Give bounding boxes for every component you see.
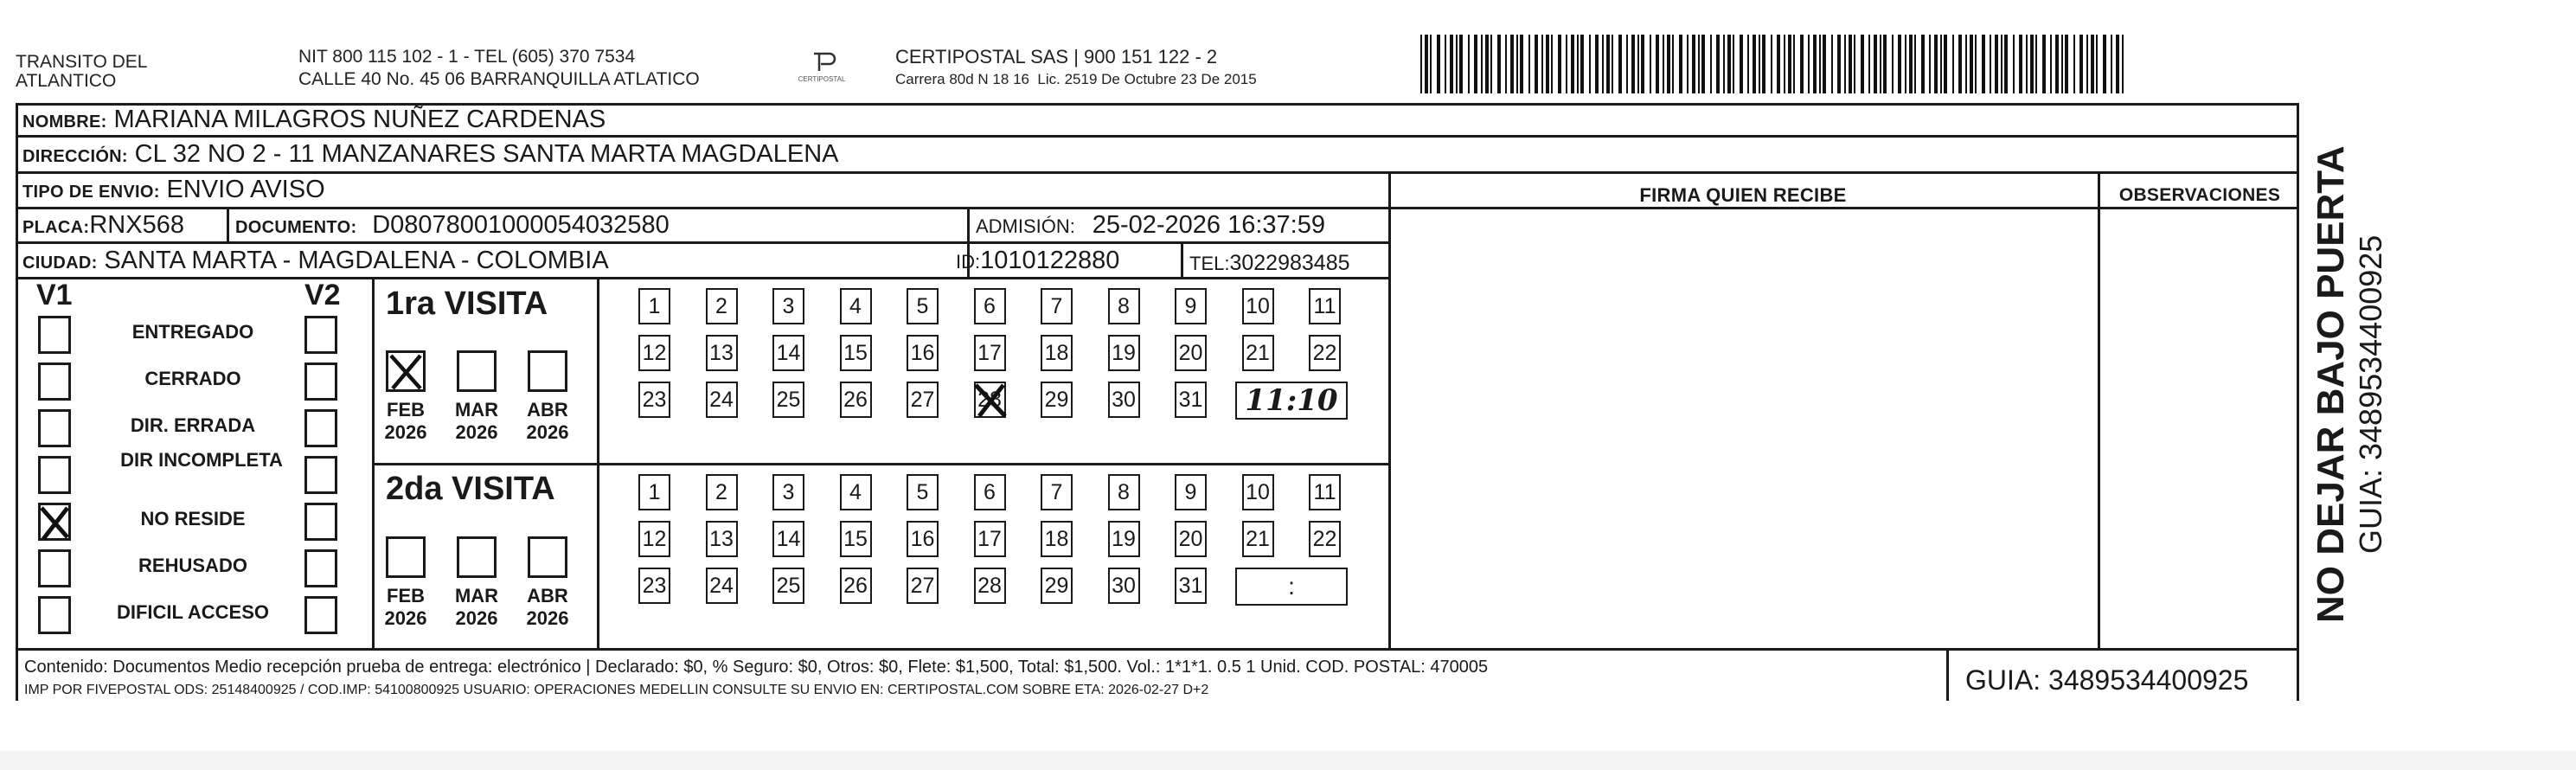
barcode-bar xyxy=(1740,35,1743,93)
barcode-bar xyxy=(1788,35,1791,93)
barcode-bar xyxy=(1934,35,1938,93)
barcode-bar xyxy=(2065,35,2068,93)
visit1-day-31[interactable]: 31 xyxy=(1175,382,1207,418)
placa-value: RNX568 xyxy=(89,211,184,239)
barcode-bar xyxy=(1940,35,1942,93)
barcode-bar xyxy=(1970,35,1973,93)
visit1-day-24[interactable]: 24 xyxy=(706,382,738,418)
visit1-day-25[interactable]: 25 xyxy=(772,382,804,418)
barcode-bar xyxy=(1468,35,1470,93)
v2-checkbox-rehusado[interactable] xyxy=(304,549,337,587)
barcode-bar xyxy=(1450,35,1453,93)
barcode-bar xyxy=(1837,35,1841,93)
visit2-day-21[interactable]: 21 xyxy=(1242,521,1274,557)
barcode-bar xyxy=(1819,35,1821,93)
visit1-day-9[interactable]: 9 xyxy=(1175,288,1207,324)
barcode-bar xyxy=(1723,35,1725,93)
visit2-title: 2da VISITA xyxy=(386,471,555,507)
visit1-day-30[interactable]: 30 xyxy=(1108,382,1140,418)
barcode-bar xyxy=(1510,35,1514,93)
visit2-day-3[interactable]: 3 xyxy=(772,474,804,510)
barcode-bar xyxy=(1762,35,1765,93)
barcode-bar xyxy=(2055,35,2059,93)
barcode-bar xyxy=(1701,35,1705,93)
visit2-day-31[interactable]: 31 xyxy=(1175,568,1207,604)
visit1-month-mar-checkbox[interactable] xyxy=(457,350,497,392)
visit1-day-13[interactable]: 13 xyxy=(706,335,738,371)
visit2-month-name: FEB xyxy=(387,585,425,606)
barcode-bar xyxy=(1481,35,1483,93)
v2-checkbox-cerrado[interactable] xyxy=(304,363,337,401)
barcode-bar xyxy=(1558,35,1561,93)
visit1-day-5[interactable]: 5 xyxy=(907,288,939,324)
status-option-dir-incompleta: DIR INCOMPLETA xyxy=(120,449,283,471)
visit2-day-4[interactable]: 4 xyxy=(840,474,872,510)
barcode-bar xyxy=(1667,35,1670,93)
barcode-bar xyxy=(1929,35,1931,93)
barcode-bar xyxy=(1823,35,1826,93)
v1-checkbox-dificil-acceso[interactable] xyxy=(38,596,71,634)
barcode-bar xyxy=(1958,35,1962,93)
visit2-month-year: 2026 xyxy=(384,607,427,629)
barcode-bar xyxy=(2042,35,2046,93)
courier-name: CERTIPOSTAL SAS | 900 151 122 - 2 xyxy=(895,46,1218,67)
visit2-day-10[interactable]: 10 xyxy=(1242,474,1274,510)
barcode-bar xyxy=(1595,35,1599,93)
tel-value: 3022983485 xyxy=(1229,251,1350,275)
nombre-label: NOMBRE: xyxy=(22,112,107,132)
visit1-day-20[interactable]: 20 xyxy=(1175,335,1207,371)
barcode-bar xyxy=(1485,35,1489,93)
barcode-bar xyxy=(1759,35,1760,93)
visit1-day-11[interactable]: 11 xyxy=(1309,288,1341,324)
visit2-day-29[interactable]: 29 xyxy=(1041,568,1073,604)
barcode-bar xyxy=(1520,35,1523,93)
footer-imp: IMP POR FIVEPOSTAL ODS: 25148400925 / COD.IMP: 54100800925 USUARIO: OPERACIONES MEDELLIN CONSULTE SU ENVIO EN: CERTIPOSTAL.COM SOBRE ETA: 2026-02-27 D+2 xyxy=(24,683,1209,697)
barcode-bar xyxy=(1892,35,1894,93)
visit2-day-22[interactable]: 22 xyxy=(1309,521,1341,557)
visit1-title: 1ra VISITA xyxy=(386,286,548,322)
visit2-day-25[interactable]: 25 xyxy=(772,568,804,604)
issuer-address: CALLE 40 No. 45 06 BARRANQUILLA ATLATICO xyxy=(298,69,700,89)
v1-checkbox-no-reside[interactable] xyxy=(38,503,71,541)
barcode-bar xyxy=(1656,35,1659,93)
visit1-day-10[interactable]: 10 xyxy=(1242,288,1274,324)
visit1-day-29[interactable]: 29 xyxy=(1041,382,1073,418)
v1-label: V1 xyxy=(36,279,73,311)
visit2-day-18[interactable]: 18 xyxy=(1041,521,1073,557)
visit1-day-26[interactable]: 26 xyxy=(840,382,872,418)
barcode-bar xyxy=(1861,35,1864,93)
visit1-day-4[interactable]: 4 xyxy=(840,288,872,324)
placa-row xyxy=(22,211,184,241)
barcode-bar xyxy=(1445,35,1446,93)
visit1-day-23[interactable]: 23 xyxy=(638,382,670,418)
visit2-day-17[interactable]: 17 xyxy=(974,521,1006,557)
id-row xyxy=(956,247,1119,276)
barcode-bar xyxy=(1880,35,1881,93)
visit2-day-2[interactable]: 2 xyxy=(706,474,738,510)
visit1-hour-field[interactable]: 11:10 xyxy=(1235,382,1348,420)
visit2-month-year: 2026 xyxy=(526,607,569,629)
status-option-dir-errada: DIR. ERRADA xyxy=(130,414,256,436)
barcode-bar xyxy=(2111,35,2112,93)
certipostal-logo xyxy=(783,45,861,85)
visit2-day-7[interactable]: 7 xyxy=(1041,474,1073,510)
visit2-day-5[interactable]: 5 xyxy=(907,474,939,510)
visit2-day-9[interactable]: 9 xyxy=(1175,474,1207,510)
barcode-bar xyxy=(2050,35,2052,93)
page-edge xyxy=(0,751,2576,770)
firma-label: FIRMA QUIEN RECIBE xyxy=(1639,184,1847,206)
courier-license: Carrera 80d N 18 16 Lic. 2519 De Octubre 23 De 2015 xyxy=(895,71,1257,87)
barcode-bar xyxy=(2030,35,2034,93)
barcode-bar xyxy=(1687,35,1688,93)
barcode-bar xyxy=(1425,35,1428,93)
barcode-bar xyxy=(1497,35,1501,93)
v1-checkbox-dir-incompleta[interactable] xyxy=(38,456,71,494)
tipo-envio-label: TIPO DE ENVIO: xyxy=(22,183,160,202)
no-dejar-bajo-puerta: NO DEJAR BAJO PUERTA xyxy=(2310,145,2352,623)
visit2-day-27[interactable]: 27 xyxy=(907,568,939,604)
barcode-bar xyxy=(1944,35,1947,93)
barcode-bar xyxy=(1784,35,1785,93)
barcode-bar xyxy=(1753,35,1756,93)
visit2-day-12[interactable]: 12 xyxy=(638,521,670,557)
documento-label: DOCUMENTO: xyxy=(235,218,357,237)
barcode-bar xyxy=(1813,35,1817,93)
tipo-envio-row xyxy=(22,176,325,206)
visit2-day-1[interactable]: 1 xyxy=(638,474,670,510)
visit1-day-3[interactable]: 3 xyxy=(772,288,804,324)
barcode-bar xyxy=(2091,35,2094,93)
visit1-month-year: 2026 xyxy=(526,421,569,443)
visit1-month-feb-checkbox[interactable] xyxy=(386,350,426,392)
admision-value: 25-02-2026 16:37:59 xyxy=(1092,211,1325,239)
admision-label: ADMISIÓN: xyxy=(976,215,1075,237)
visit2-day-8[interactable]: 8 xyxy=(1108,474,1140,510)
visit1-month-name: MAR xyxy=(454,399,499,420)
barcode-bar xyxy=(1874,35,1877,93)
barcode-bar xyxy=(1580,35,1584,93)
v1-checkbox-entregado[interactable] xyxy=(38,316,71,354)
visit1-day-27[interactable]: 27 xyxy=(907,382,939,418)
barcode-bar xyxy=(1641,35,1644,93)
visit1-day-28[interactable]: 28 xyxy=(974,382,1006,418)
visit2-month-name: MAR xyxy=(454,585,499,606)
barcode-bar xyxy=(2073,35,2075,93)
v2-checkbox-dificil-acceso[interactable] xyxy=(304,596,337,634)
barcode-bar xyxy=(1995,35,1998,93)
ciudad-value: SANTA MARTA - MAGDALENA - COLOMBIA xyxy=(104,247,609,274)
direccion-label: DIRECCIÓN: xyxy=(22,147,128,166)
status-option-dificil-acceso: DIFICIL ACCESO xyxy=(116,601,269,623)
v2-checkbox-dir-incompleta[interactable] xyxy=(304,456,337,494)
barcode-bar xyxy=(2122,35,2124,93)
barcode-bar xyxy=(1505,35,1507,93)
visit2-day-26[interactable]: 26 xyxy=(840,568,872,604)
barcode-bar xyxy=(2116,35,2119,93)
barcode-bar xyxy=(1577,35,1579,93)
barcode-bar xyxy=(1606,35,1610,93)
documento-row xyxy=(235,211,670,241)
barcode-bar xyxy=(1474,35,1477,93)
barcode-bar xyxy=(1528,35,1530,93)
barcode-bar xyxy=(1710,35,1712,93)
barcode-bar xyxy=(2019,35,2022,93)
visit1-month-name: ABR xyxy=(527,399,568,420)
barcode-bar xyxy=(1546,35,1549,93)
status-option-no-reside: NO RESIDE xyxy=(140,508,246,529)
visit1-month-year: 2026 xyxy=(384,421,427,443)
barcode-bar xyxy=(1854,35,1855,93)
barcode-bar xyxy=(2096,35,2098,93)
side-guia: GUIA: 3489534400925 xyxy=(2353,234,2388,554)
barcode-bar xyxy=(2061,35,2063,93)
status-option-entregado: ENTREGADO xyxy=(131,321,254,343)
barcode-bar xyxy=(1975,35,1977,93)
barcode-bar xyxy=(1990,35,1991,93)
barcode-bar xyxy=(1921,35,1925,93)
visit1-day-14[interactable]: 14 xyxy=(772,335,804,371)
visit2-month-abr-checkbox[interactable] xyxy=(528,536,567,578)
direccion-row xyxy=(22,140,839,170)
barcode-bar xyxy=(1551,35,1553,93)
documento-value: D08078001000054032580 xyxy=(372,211,670,239)
footer-guia: GUIA: 3489534400925 xyxy=(1965,664,2249,696)
barcode-bar xyxy=(1459,35,1463,93)
visit2-day-23[interactable]: 23 xyxy=(638,568,670,604)
barcode-bar xyxy=(1793,35,1795,93)
barcode-bar xyxy=(2035,35,2037,93)
visit1-day-17[interactable]: 17 xyxy=(974,335,1006,371)
footer-contenido: Contenido: Documentos Medio recepción prueba de entrega: electrónico | Declarado: $0, % Seguro: $0, Otros: $0, Flete: $1,500, Total: $1,500. Vol.: 1*1*1. 0.5 1 Unid. COD. POSTAL: 470005 xyxy=(24,658,1489,677)
barcode-bar xyxy=(1626,35,1628,93)
visit1-day-16[interactable]: 16 xyxy=(907,335,939,371)
v2-checkbox-entregado[interactable] xyxy=(304,316,337,354)
visit2-day-19[interactable]: 19 xyxy=(1108,521,1140,557)
barcode-bar xyxy=(1566,35,1567,93)
barcode-bar xyxy=(1456,35,1458,93)
barcode-bar xyxy=(1571,35,1574,93)
barcode-bar xyxy=(1618,35,1622,93)
barcode-bar xyxy=(1914,35,1916,93)
barcode-bar xyxy=(1637,35,1639,93)
svg-text:CERTIPOSTAL: CERTIPOSTAL xyxy=(798,75,846,83)
barcode-bar xyxy=(1602,35,1604,93)
barcode-bar xyxy=(1698,35,1700,93)
visit1-day-7[interactable]: 7 xyxy=(1041,288,1073,324)
visit1-day-8[interactable]: 8 xyxy=(1108,288,1140,324)
visit2-day-11[interactable]: 11 xyxy=(1309,474,1341,510)
barcode-bar xyxy=(1535,35,1538,93)
barcode-bar xyxy=(1844,35,1846,93)
barcode-bar xyxy=(1771,35,1772,93)
visit2-month-feb-checkbox[interactable] xyxy=(386,536,426,578)
barcode-bar xyxy=(1679,35,1682,93)
barcode-bar xyxy=(2086,35,2088,93)
barcode-bar xyxy=(1672,35,1674,93)
visit1-month-year: 2026 xyxy=(455,421,498,443)
issuer-nit: NIT 800 115 102 - 1 - TEL (605) 370 7534 xyxy=(298,47,636,67)
barcode-bar xyxy=(1777,35,1780,93)
barcode-bar xyxy=(1982,35,1985,93)
visit1-day-18[interactable]: 18 xyxy=(1041,335,1073,371)
visit2-day-13[interactable]: 13 xyxy=(706,521,738,557)
visit2-day-16[interactable]: 16 xyxy=(907,521,939,557)
visit1-day-1[interactable]: 1 xyxy=(638,288,670,324)
visit2-day-15[interactable]: 15 xyxy=(840,521,872,557)
visit2-day-20[interactable]: 20 xyxy=(1175,521,1207,557)
visit1-day-6[interactable]: 6 xyxy=(974,288,1006,324)
barcode-bar xyxy=(1952,35,1954,93)
visit2-hour-field[interactable]: : xyxy=(1235,568,1348,606)
barcode-bar xyxy=(1831,35,1833,93)
tel-row xyxy=(1189,248,1350,278)
barcode-bar xyxy=(1808,35,1810,93)
direccion-value: CL 32 NO 2 - 11 MANZANARES SANTA MARTA MAGDALENA xyxy=(134,140,839,168)
nombre-value: MARIANA MILAGROS NUÑEZ CARDENAS xyxy=(113,106,606,133)
v1-checkbox-rehusado[interactable] xyxy=(38,549,71,587)
barcode-bar xyxy=(1727,35,1731,93)
barcode-bar xyxy=(1663,35,1664,93)
visit1-day-15[interactable]: 15 xyxy=(840,335,872,371)
barcode-bar xyxy=(1490,35,1492,93)
barcode-bar xyxy=(2026,35,2028,93)
barcode-bar xyxy=(2001,35,2002,93)
visit2-day-30[interactable]: 30 xyxy=(1108,568,1140,604)
status-option-rehusado: REHUSADO xyxy=(138,555,247,576)
visit1-day-21[interactable]: 21 xyxy=(1242,335,1274,371)
visit2-month-mar-checkbox[interactable] xyxy=(457,536,497,578)
placa-label: PLACA: xyxy=(22,218,90,237)
v1-checkbox-cerrado[interactable] xyxy=(38,363,71,401)
id-value: 1010122880 xyxy=(980,247,1120,274)
visit1-day-12[interactable]: 12 xyxy=(638,335,670,371)
barcode-bar xyxy=(1883,35,1887,93)
admision-row xyxy=(976,211,1325,241)
barcode-bar xyxy=(1800,35,1804,93)
barcode-bar xyxy=(1692,35,1695,93)
visit2-day-6[interactable]: 6 xyxy=(974,474,1006,510)
visit2-month-name: ABR xyxy=(527,585,568,606)
barcode-bar xyxy=(2079,35,2083,93)
barcode-bar xyxy=(1541,35,1543,93)
barcode-bar xyxy=(2103,35,2106,93)
status-option-cerrado: CERRADO xyxy=(144,368,241,389)
v2-label: V2 xyxy=(304,279,341,311)
barcode-bar xyxy=(1430,35,1432,93)
barcode xyxy=(1419,35,2128,93)
visit1-day-2[interactable]: 2 xyxy=(706,288,738,324)
visit1-month-name: FEB xyxy=(387,399,425,420)
barcode-bar xyxy=(1650,35,1651,93)
issuer-name-line2: ATLANTICO xyxy=(16,71,117,91)
v2-checkbox-no-reside[interactable] xyxy=(304,503,337,541)
visit2-day-28[interactable]: 28 xyxy=(974,568,1006,604)
barcode-bar xyxy=(1516,35,1518,93)
id-label: ID: xyxy=(956,251,981,273)
barcode-bar xyxy=(2004,35,2008,93)
v2-checkbox-dir-errada[interactable] xyxy=(304,409,337,447)
visit1-day-22[interactable]: 22 xyxy=(1309,335,1341,371)
barcode-bar xyxy=(1437,35,1440,93)
barcode-bar xyxy=(1420,35,1422,93)
tel-label: TEL: xyxy=(1189,253,1230,274)
ciudad-label: CIUDAD: xyxy=(22,253,98,273)
barcode-bar xyxy=(1716,35,1720,93)
barcode-bar xyxy=(2013,35,2015,93)
issuer-name-line1: TRANSITO DEL xyxy=(16,52,148,72)
ciudad-row xyxy=(22,247,609,277)
nombre-row xyxy=(22,106,606,136)
v1-checkbox-dir-errada[interactable] xyxy=(38,409,71,447)
barcode-bar xyxy=(1868,35,1870,93)
visit1-month-abr-checkbox[interactable] xyxy=(528,350,567,392)
barcode-bar xyxy=(1898,35,1901,93)
visit1-day-19[interactable]: 19 xyxy=(1108,335,1140,371)
barcode-bar xyxy=(1909,35,1913,93)
barcode-bar xyxy=(1733,35,1734,93)
visit2-day-24[interactable]: 24 xyxy=(706,568,738,604)
tipo-envio-value: ENVIO AVISO xyxy=(166,176,325,203)
barcode-bar xyxy=(1631,35,1635,93)
barcode-bar xyxy=(1747,35,1749,93)
observaciones-label: OBSERVACIONES xyxy=(2118,185,2281,205)
barcode-bar xyxy=(1965,35,1967,93)
barcode-bar xyxy=(1849,35,1852,93)
visit2-month-year: 2026 xyxy=(455,607,498,629)
barcode-bar xyxy=(1589,35,1591,93)
barcode-bar xyxy=(1905,35,1906,93)
visit2-day-14[interactable]: 14 xyxy=(772,521,804,557)
barcode-bar xyxy=(1612,35,1613,93)
